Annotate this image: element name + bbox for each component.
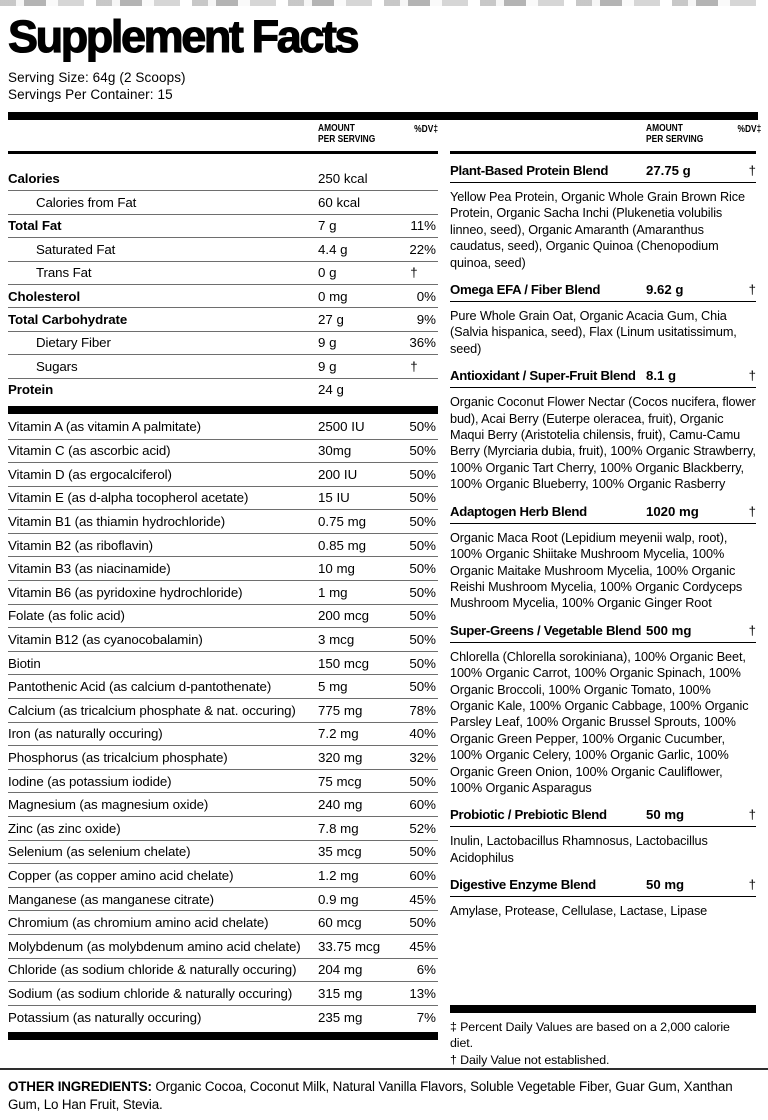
table-row bbox=[8, 354, 438, 377]
table-row bbox=[8, 462, 438, 486]
nutrient-dv: 50% bbox=[409, 773, 436, 789]
nutrient-dv: 50% bbox=[409, 655, 436, 671]
blend-name: Probiotic / Prebiotic Blend bbox=[450, 807, 607, 823]
footnote-dv-not-established: † Daily Value not established. bbox=[450, 1052, 610, 1067]
blend-dv-dagger: † bbox=[748, 807, 756, 823]
table-row bbox=[8, 556, 438, 580]
nutrient-name: Magnesium (as magnesium oxide) bbox=[8, 797, 209, 813]
nutrient-name: Saturated Fat bbox=[36, 241, 116, 257]
blend-ingredients: Organic Maca Root (Lepidium meyenii walp, root), 100% Organic Shiitake Mushroom Mycelia, 100% Organic Maitake Mushroom Mycelia, 100% Organic Reishi Mushroom Mycelia, 100% Organic Cordyceps Mushroom Mycelia, 100% Organic Ginger Root bbox=[450, 530, 743, 611]
right-bottom-bar bbox=[450, 1005, 756, 1013]
table-row bbox=[8, 1005, 438, 1029]
dv-header: %DV‡ bbox=[414, 124, 438, 135]
blend-name: Omega EFA / Fiber Blend bbox=[450, 282, 601, 298]
nutrient-dv: 50% bbox=[409, 419, 436, 435]
blend-header bbox=[450, 623, 756, 643]
blend-ingredients: Inulin, Lactobacillus Rhamnosus, Lactobacillus Acidophilus bbox=[450, 834, 708, 865]
nutrient-name: Phosphorus (as tricalcium phosphate) bbox=[8, 750, 228, 766]
table-row bbox=[8, 533, 438, 557]
nutrient-name: Vitamin C (as ascorbic acid) bbox=[8, 443, 171, 459]
nutrient-name: Calories from Fat bbox=[36, 195, 137, 211]
nutrient-dv: 13% bbox=[409, 985, 436, 1001]
nutrient-amount: 35 mcg bbox=[318, 844, 362, 860]
table-row bbox=[8, 378, 438, 401]
nutrient-name: Vitamin D (as ergocalciferol) bbox=[8, 466, 172, 482]
nutrient-amount: 200 mcg bbox=[318, 608, 369, 624]
table-row bbox=[8, 769, 438, 793]
table-row bbox=[8, 792, 438, 816]
nutrient-amount: 60 mcg bbox=[318, 915, 362, 931]
blend-section bbox=[450, 877, 756, 919]
nutrient-dv: 50% bbox=[409, 608, 436, 624]
blend-section bbox=[450, 807, 756, 866]
blend-header bbox=[450, 282, 756, 302]
nutrient-amount: 200 IU bbox=[318, 466, 358, 482]
blend-amount: 27.75 g bbox=[646, 163, 691, 178]
nutrient-name: Selenium (as selenium chelate) bbox=[8, 844, 191, 860]
table-row bbox=[8, 816, 438, 840]
nutrient-dv: 45% bbox=[409, 938, 436, 954]
table-row bbox=[8, 651, 438, 675]
nutrient-amount: 315 mg bbox=[318, 985, 363, 1001]
nutrient-name: Protein bbox=[8, 382, 54, 398]
nutrient-dv: 60% bbox=[409, 867, 436, 883]
nutrient-name: Trans Fat bbox=[36, 265, 92, 281]
nutrient-name: Potassium (as naturally occuring) bbox=[8, 1009, 202, 1025]
nutrient-dv: 45% bbox=[409, 891, 436, 907]
columns bbox=[8, 120, 762, 1068]
nutrient-name: Total Carbohydrate bbox=[8, 312, 128, 328]
nutrient-dv: 9% bbox=[416, 312, 436, 328]
table-row bbox=[8, 307, 438, 330]
nutrient-amount: 1 mg bbox=[318, 584, 348, 600]
nutrient-amount: 0.75 mg bbox=[318, 514, 367, 530]
nutrient-dv: 50% bbox=[409, 466, 436, 482]
nutrient-dv: 36% bbox=[409, 335, 436, 351]
blend-ingredients: Amylase, Protease, Cellulase, Lactase, Lipase bbox=[450, 904, 708, 919]
other-ingredients bbox=[0, 1070, 768, 1113]
nutrient-amount: 9 g bbox=[318, 358, 337, 374]
table-row bbox=[8, 331, 438, 354]
table-row bbox=[8, 580, 438, 604]
cropped-text-strip bbox=[0, 0, 768, 6]
blend-dv-dagger: † bbox=[748, 503, 756, 519]
nutrient-name: Vitamin E (as d-alpha tocopherol acetate) bbox=[8, 490, 249, 506]
blend-amount: 50 mg bbox=[646, 877, 685, 893]
nutrient-name: Cholesterol bbox=[8, 288, 81, 304]
nutrient-amount: 7 g bbox=[318, 218, 337, 234]
nutrient-amount: 9 g bbox=[318, 335, 337, 351]
nutrient-amount: 0 g bbox=[318, 265, 337, 281]
blend-amount: 9.62 g bbox=[646, 282, 684, 298]
nutrient-name: Vitamin A (as vitamin A palmitate) bbox=[8, 419, 201, 435]
nutrient-dv: 32% bbox=[409, 750, 436, 766]
top-divider-bar bbox=[8, 112, 758, 120]
blend-header bbox=[450, 163, 756, 183]
table-row bbox=[8, 840, 438, 864]
nutrient-dv: 50% bbox=[409, 584, 436, 600]
blend-name: Adaptogen Herb Blend bbox=[450, 503, 587, 519]
nutrient-amount: 30mg bbox=[318, 443, 352, 459]
amount-per-serving-header: AMOUNT PER SERVING bbox=[318, 123, 376, 145]
table-row bbox=[8, 910, 438, 934]
nutrient-amount: 4.4 g bbox=[318, 241, 348, 257]
blend-amount: 500 mg bbox=[646, 622, 692, 638]
table-row bbox=[8, 284, 438, 307]
nutrient-dv: † bbox=[410, 265, 418, 281]
nutrient-name: Biotin bbox=[8, 655, 41, 671]
nutrient-dv: 11% bbox=[410, 218, 436, 234]
blend-dv-dagger: † bbox=[748, 368, 756, 384]
blend-header bbox=[450, 807, 756, 827]
section-divider-bar bbox=[8, 406, 438, 414]
column-gap bbox=[438, 120, 450, 1068]
footnote-percent-dv: ‡ Percent Daily Values are based on a 2,000 calorie diet. bbox=[450, 1019, 730, 1050]
nutrient-amount: 75 mcg bbox=[318, 773, 362, 789]
nutrient-dv: 50% bbox=[409, 915, 436, 931]
blend-name: Plant-Based Protein Blend bbox=[450, 163, 609, 178]
nutrient-amount: 3 mcg bbox=[318, 632, 355, 648]
nutrient-name: Vitamin B2 (as riboflavin) bbox=[8, 537, 153, 553]
blend-header bbox=[450, 368, 756, 388]
table-row bbox=[8, 863, 438, 887]
nutrient-name: Manganese (as manganese citrate) bbox=[8, 891, 214, 907]
nutrient-name: Molybdenum (as molybdenum amino acid chelate) bbox=[8, 938, 301, 954]
table-row bbox=[8, 934, 438, 958]
nutrient-amount: 0.9 mg bbox=[318, 891, 359, 907]
micro-nutrients-table bbox=[8, 415, 438, 1028]
nutrient-amount: 775 mg bbox=[318, 702, 363, 718]
nutrient-dv: 52% bbox=[409, 820, 436, 836]
nutrient-amount: 0.85 mg bbox=[318, 537, 367, 553]
nutrient-name: Vitamin B3 (as niacinamide) bbox=[8, 561, 171, 577]
nutrient-amount: 15 IU bbox=[318, 490, 350, 506]
amount-per-serving-header: AMOUNT PER SERVING bbox=[646, 123, 704, 145]
blend-section bbox=[450, 163, 756, 271]
blend-dv-dagger: † bbox=[748, 622, 756, 638]
nutrient-dv: 0% bbox=[416, 288, 436, 304]
nutrient-name: Dietary Fiber bbox=[36, 335, 111, 351]
nutrient-amount: 2500 IU bbox=[318, 419, 365, 435]
nutrient-amount: 1.2 mg bbox=[318, 867, 359, 883]
nutrient-dv: 78% bbox=[409, 702, 436, 718]
nutrient-amount: 7.2 mg bbox=[318, 726, 359, 742]
blend-ingredients: Chlorella (Chlorella sorokiniana), 100% Organic Beet, 100% Organic Carrot, 100% Organic Spinach, 100% Organic Broccoli, 100% Organic Tomato, 100% Organic Kale, 100% Organic Cabbage, 100% Organic Parsley Leaf, 100% Organic Brussel Sprouts, 100% Organic Green Pepper, 100% Organic Cucumber, 100% Organic Celery, 100% Organic Garlic, 100% Organic Green Onion, 100% Organic Cauliflower, 100% Organic Asparagus bbox=[450, 649, 749, 795]
left-bottom-bar bbox=[8, 1032, 438, 1040]
nutrient-amount: 240 mg bbox=[318, 797, 363, 813]
nutrient-name: Pantothenic Acid (as calcium d-pantothenate) bbox=[8, 679, 272, 695]
blend-name: Digestive Enzyme Blend bbox=[450, 877, 596, 893]
table-row bbox=[8, 698, 438, 722]
nutrient-name: Iron (as naturally occuring) bbox=[8, 726, 163, 742]
nutrient-amount: 27 g bbox=[318, 312, 344, 328]
nutrient-amount: 0 mg bbox=[318, 288, 348, 304]
dv-header: %DV‡ bbox=[737, 124, 762, 135]
nutrient-dv: 50% bbox=[409, 514, 436, 530]
nutrition-column bbox=[8, 120, 438, 1068]
table-row bbox=[8, 214, 438, 237]
nutrient-dv: 50% bbox=[409, 679, 436, 695]
page-title: Supplement Facts bbox=[8, 11, 358, 62]
nutrient-dv: 50% bbox=[409, 490, 436, 506]
blend-section bbox=[450, 504, 756, 612]
table-row bbox=[8, 722, 438, 746]
nutrient-dv: 50% bbox=[409, 443, 436, 459]
nutrient-amount: 235 mg bbox=[318, 1009, 363, 1025]
nutrient-dv: 50% bbox=[409, 632, 436, 648]
nutrient-name: Vitamin B1 (as thiamin hydrochloride) bbox=[8, 514, 226, 530]
table-row bbox=[8, 627, 438, 651]
blend-header bbox=[450, 877, 756, 897]
blend-amount: 50 mg bbox=[646, 807, 685, 823]
nutrient-dv: 7% bbox=[416, 1009, 436, 1025]
nutrient-name: Iodine (as potassium iodide) bbox=[8, 773, 172, 789]
nutrient-dv: 22% bbox=[409, 241, 436, 257]
nutrient-name: Vitamin B12 (as cyanocobalamin) bbox=[8, 632, 203, 648]
title-block bbox=[0, 6, 768, 103]
nutrient-dv: † bbox=[410, 358, 418, 374]
nutrient-dv: 6% bbox=[416, 962, 436, 978]
nutrient-dv: 50% bbox=[409, 844, 436, 860]
blend-section bbox=[450, 282, 756, 357]
macro-nutrients-table bbox=[8, 154, 438, 401]
blend-amount: 8.1 g bbox=[646, 368, 677, 384]
table-row bbox=[8, 981, 438, 1005]
table-row bbox=[8, 509, 438, 533]
nutrient-dv: 60% bbox=[409, 797, 436, 813]
blend-dv-dagger: † bbox=[748, 163, 756, 178]
nutrient-name: Calcium (as tricalcium phosphate & nat. occuring) bbox=[8, 702, 296, 718]
nutrient-amount: 204 mg bbox=[318, 962, 363, 978]
nutrient-name: Calories bbox=[8, 171, 60, 187]
nutrient-name: Chromium (as chromium amino acid chelate) bbox=[8, 915, 269, 931]
servings-per-container: Servings Per Container: 15 bbox=[8, 87, 173, 102]
nutrient-name: Zinc (as zinc oxide) bbox=[8, 820, 121, 836]
other-ingredients-label: OTHER INGREDIENTS: bbox=[8, 1079, 152, 1094]
blends-column bbox=[450, 120, 762, 1068]
blend-ingredients: Organic Coconut Flower Nectar (Cocos nucifera, flower bud), Acai Berry (Euterpe oleracea, fruit), Organic Maqui Berry (Aristotelia chilensis, fruit), Camu-Camu Berry (Myrciaria dubia, fruit), 100% Organic Strawberry, 100% Organic Tart Cherry, 100% Organic Blackberry, 100% Organic Blueberry, 100% Organic Rasberry bbox=[450, 395, 756, 492]
table-row bbox=[8, 486, 438, 510]
nutrient-name: Chloride (as sodium chloride & naturally occuring) bbox=[8, 962, 297, 978]
nutrient-name: Copper (as copper amino acid chelate) bbox=[8, 867, 234, 883]
nutrient-dv: 40% bbox=[409, 726, 436, 742]
table-row bbox=[8, 674, 438, 698]
blend-ingredients: Pure Whole Grain Oat, Organic Acacia Gum, Chia (Salvia hispanica, seed), Flax (Linum usitatissimum, seed) bbox=[450, 309, 737, 356]
nutrient-amount: 5 mg bbox=[318, 679, 348, 695]
table-row bbox=[8, 415, 438, 439]
nutrient-amount: 24 g bbox=[318, 382, 344, 398]
table-row bbox=[8, 261, 438, 284]
nutrient-amount: 10 mg bbox=[318, 561, 355, 577]
nutrient-amount: 7.8 mg bbox=[318, 820, 359, 836]
table-row bbox=[8, 745, 438, 769]
blend-name: Super-Greens / Vegetable Blend bbox=[450, 622, 642, 638]
footnotes bbox=[450, 1005, 756, 1069]
table-row bbox=[8, 237, 438, 260]
blends-list bbox=[450, 154, 756, 920]
nutrient-name: Folate (as folic acid) bbox=[8, 608, 125, 624]
table-row bbox=[8, 439, 438, 463]
blend-dv-dagger: † bbox=[748, 282, 756, 298]
nutrient-amount: 150 mcg bbox=[318, 655, 369, 671]
blend-name: Antioxidant / Super-Fruit Blend bbox=[450, 368, 636, 384]
left-column-header bbox=[8, 120, 438, 154]
nutrient-name: Sodium (as sodium chloride & naturally occuring) bbox=[8, 985, 293, 1001]
nutrient-amount: 33.75 mcg bbox=[318, 938, 381, 954]
nutrient-amount: 250 kcal bbox=[318, 171, 368, 187]
other-ingredients-text: Organic Cocoa, Coconut Milk, Natural Vanilla Flavors, Soluble Vegetable Fiber, Guar Gum, Xanthan Gum, Lo Han Fruit, Stevia. bbox=[8, 1079, 733, 1112]
blend-section bbox=[450, 368, 756, 492]
blend-ingredients: Yellow Pea Protein, Organic Whole Grain Brown Rice Protein, Organic Sacha Inchi (Plukenetia volubilis linneo, seed), Organic Amaranth (Amaranthus caudatus, seed), Organic Quinoa (Chenopodium quinoa, seed) bbox=[450, 190, 745, 270]
right-column-header bbox=[450, 120, 762, 154]
table-row bbox=[8, 604, 438, 628]
nutrient-name: Total Fat bbox=[8, 218, 62, 234]
table-row bbox=[8, 167, 438, 190]
serving-size: Serving Size: 64g (2 Scoops) bbox=[8, 70, 186, 85]
blend-header bbox=[450, 504, 756, 524]
nutrient-name: Sugars bbox=[36, 358, 78, 374]
table-row bbox=[8, 190, 438, 213]
table-row bbox=[8, 887, 438, 911]
table-row bbox=[8, 958, 438, 982]
nutrient-name: Vitamin B6 (as pyridoxine hydrochloride) bbox=[8, 584, 243, 600]
nutrient-dv: 50% bbox=[409, 537, 436, 553]
nutrient-amount: 60 kcal bbox=[318, 195, 361, 211]
blend-dv-dagger: † bbox=[748, 877, 756, 893]
nutrient-dv: 50% bbox=[409, 561, 436, 577]
blend-amount: 1020 mg bbox=[646, 503, 699, 519]
nutrient-amount: 320 mg bbox=[318, 750, 363, 766]
blend-section bbox=[450, 623, 756, 797]
